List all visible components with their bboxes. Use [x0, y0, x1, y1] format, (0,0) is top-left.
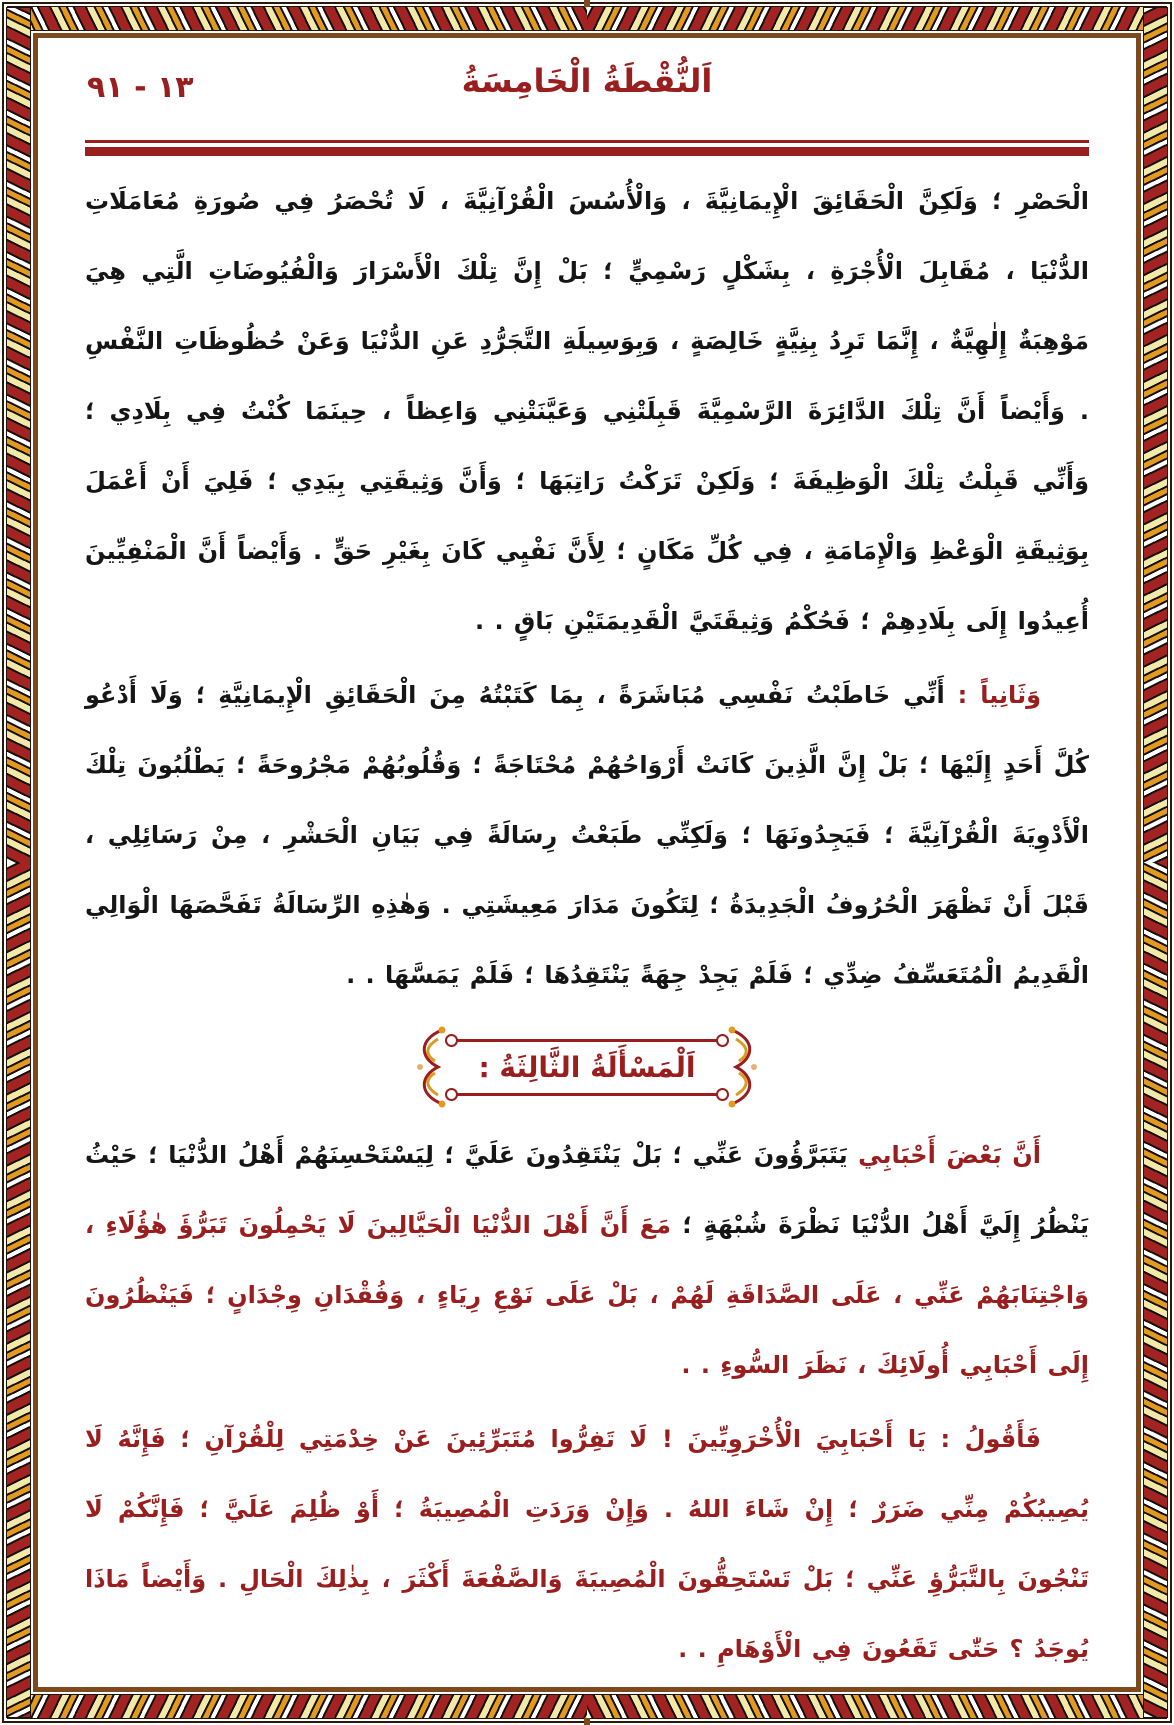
section-title: اَلْمَسْأَلَةُ الثَّالِثَةُ : — [478, 1050, 696, 1084]
body-text — [85, 166, 1089, 1684]
frame-corner-knob — [445, 1034, 458, 1047]
text-segment: فَأَقُولُ : يَا أَحْبَابِيَ الْأُخْرَوِيِّينَ ! لَا تَفِرُّوا مُتَبَرِّئِينَ عَنْ خِدْمَتِي لِلْقُرْآنِ ؛ فَإِنَّهُ لَا يُصِيبُكُمْ مِنِّي ضَرَرٌ ؛ إِنْ شَاءَ اللهُ . وَإِنْ وَرَدَتِ الْمُصِيبَةُ ؛ أَوْ ظُلِمَ عَلَيَّ ؛ فَإِنَّكُمْ لَا تَنْجُونَ بِالتَّبَرُّؤِ عَنِّي ؛ بَلْ تَسْتَحِقُّونَ الْمُصِيبَةَ وَالصَّفْعَةَ أَكْثَرَ ، بِذٰلِكَ الْحَالِ . وَأَيْضاً مَاذَا يُوجَدُ ؟ حَتّٰى تَقَعُونَ فِي الْأَوْهَامِ . . — [85, 1425, 1089, 1663]
paragraph — [85, 1120, 1089, 1400]
floral-scroll-icon — [726, 1024, 764, 1110]
text-segment: أَنَّ بَعْضَ أَحْبَابِي — [847, 1141, 1042, 1169]
border-chain-right — [1143, 7, 1168, 1718]
paragraph — [85, 660, 1089, 1010]
body-part-2 — [85, 1120, 1089, 1684]
section-heading-frame — [450, 1039, 723, 1096]
frame-corner-knob — [445, 1088, 458, 1101]
text-segment: يَتَبَرَّؤُونَ عَنِّي ؛ بَلْ يَنْتَقِدُونَ عَلَيَّ ؛ لِيَسْتَحْسِنَهُمْ أَهْلُ الدُّنْيَا ؛ حَيْثُ يَنْظُرُ إِلَيَّ أَهْلُ الدُّنْيَا نَظْرَةَ شُبْهَةٍ ؛ — [85, 1141, 1090, 1239]
text-segment: مَعَ أَنَّ أَهْلَ الدُّنْيَا الْحَيَّالِينَ لَا يَحْمِلُونَ تَبَرُّؤَ هٰؤُلَاءِ ، وَاجْتِنَابَهُمْ عَنِّي ، عَلَى الصَّدَاقَةِ لَهُمْ ، بَلْ عَلَى نَوْعِ رِيَاءٍ ، وَفُقْدَانِ وِجْدَانٍ ؛ فَيَنْظُرُونَ إِلَى أَحْبَابِي أُولَائِكَ ، نَظَرَ السُّوءِ . . — [85, 1211, 1089, 1379]
header-rule-thick-line — [85, 147, 1089, 156]
paragraph — [85, 1404, 1089, 1684]
header-rule — [85, 140, 1089, 156]
body-part-1 — [85, 166, 1089, 1010]
text-segment: الْحَصْرِ ؛ وَلَكِنَّ الْحَقَائِقَ الْإِيمَانِيَّةَ ، وَالْأُسُسَ الْقُرْآنِيَّةَ ، لَا تُحْصَرُ فِي صُورَةِ مُعَامَلَاتِ الدُّنْيَا ، مُقَابِلَ الْأُجْرَةِ ، بِشَكْلٍ رَسْمِيٍّ ؛ بَلْ إِنَّ تِلْكَ الْأَسْرَارَ وَالْفُيُوضَاتِ الَّتِي هِيَ مَوْهِبَةٌ إِلٰهِيَّةٌ ، إِنَّمَا تَرِدُ بِنِيَّةٍ خَالِصَةٍ ، وَبِوَسِيلَةِ التَّجَرُّدِ عَنِ الدُّنْيَا وَعَنْ حُظُوظَاتِ النَّفْسِ . وَأَيْضاً أَنَّ تِلْكَ الدَّائِرَةَ الرَّسْمِيَّةَ قَبِلَتْنِي وَعَيَّنَتْنِي وَاعِظاً ، حِينَمَا كُنْتُ فِي بِلَادِي ؛ وَأَنِّي قَبِلْتُ تِلْكَ الْوَظِيفَةَ ؛ وَلَكِنْ تَرَكْتُ رَاتِبَهَا ؛ وَأَنَّ وَثِيقَتِي بِيَدِي ؛ فَلِيَ أَنْ أَعْمَلَ بِوَثِيقَةِ الْوَعْظِ وَالْإِمَامَةِ ، فِي كُلِّ مَكَانٍ ؛ لِأَنَّ نَفْيِي كَانَ بِغَيْرِ حَقٍّ . وَأَيْضاً أَنَّ الْمَنْفِيِّينَ أُعِيدُوا إِلَى بِلَادِهِمْ ؛ فَحُكْمُ وَثِيقَتَيَّ الْقَدِيمَتَيْنِ بَاقٍ . . — [85, 187, 1089, 635]
page-header — [85, 40, 1089, 132]
page-number: ١٣ - ٩١ — [87, 70, 194, 105]
border-center-tick-top — [584, 0, 590, 7]
text-segment: وَثَانِياً : — [944, 681, 1041, 709]
floral-scroll-icon — [410, 1024, 448, 1110]
page-title: اَلنُّقْطَةُ الْخَامِسَةُ — [461, 62, 713, 100]
border-chain-top — [7, 6, 1167, 31]
text-segment: أَنِّي خَاطَبْتُ نَفْسِي مُبَاشَرَةً ، بِمَا كَتَبْتُهُ مِنَ الْحَقَائِقِ الْإِيمَانِيَّةِ ؛ وَلَا أَدْعُو كُلَّ أَحَدٍ إِلَيْهَا ؛ بَلْ إِنَّ الَّذِينَ كَانَتْ أَرْوَاحُهُمْ مُحْتَاجَةً ؛ وَقُلُوبُهُمْ مَجْرُوحَةً ؛ يَطْلُبُونَ تِلْكَ الْأَدْوِيَةَ الْقُرْآنِيَّةَ ؛ فَيَجِدُونَهَا ؛ وَلَكِنِّي طَبَعْتُ رِسَالَةً فِي بَيَانِ الْحَشْرِ ، مِنْ رَسَائِلِي ، قَبْلَ أَنْ تَظْهَرَ الْحُرُوفُ الْجَدِيدَةُ ؛ لِتَكُونَ مَدَارَ مَعِيشَتِي . وَهٰذِهِ الرِّسَالَةُ تَفَحَّصَهَا الْوَالِي الْقَدِيمُ الْمُتَعَسِّفُ ضِدِّي ؛ فَلَمْ يَجِدْ جِهَةً يَنْتَقِدُهَا ؛ فَلَمْ يَمَسَّهَا . . — [85, 681, 1089, 989]
border-center-tick-bottom — [584, 1718, 590, 1725]
paragraph — [85, 166, 1089, 656]
page-content — [40, 40, 1134, 1685]
section-heading-box — [85, 1024, 1089, 1110]
border-chain-bottom — [7, 1694, 1167, 1719]
border-chain-left — [6, 7, 31, 1718]
